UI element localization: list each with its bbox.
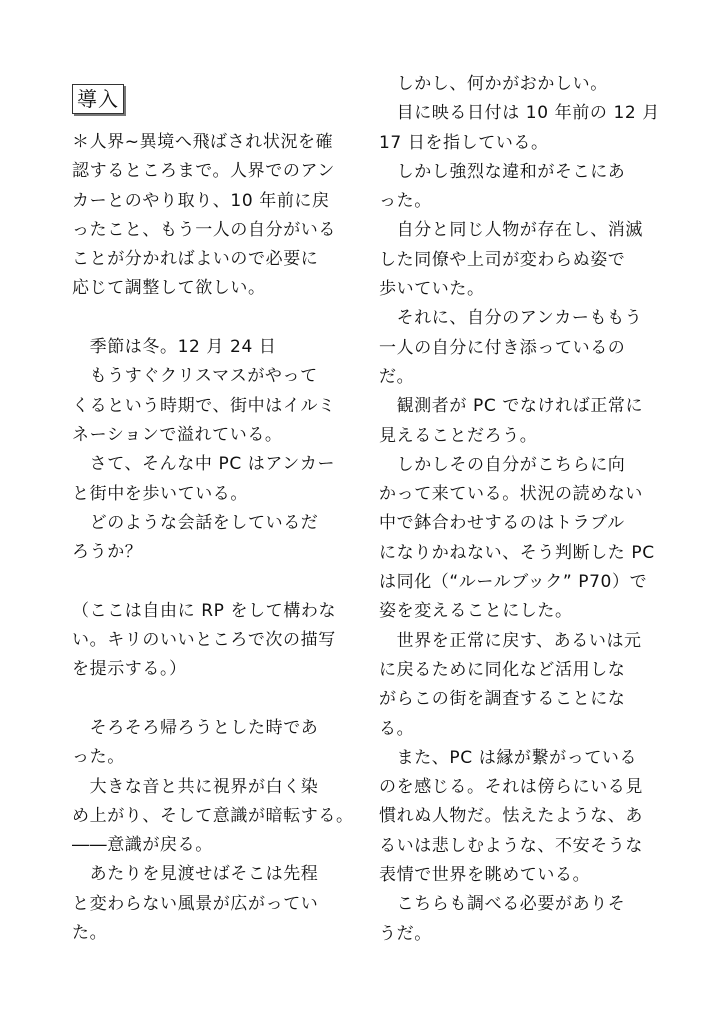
- text-line: 季節は冬。12 月 24 日: [72, 337, 277, 358]
- text-line: め上がり、そして意識が暗転する。: [72, 805, 354, 826]
- text-line: もうすぐクリスマスがやって: [72, 366, 318, 387]
- text-line: 自分と同じ人物が存在し、消滅: [379, 220, 643, 241]
- section-heading: 導入: [72, 84, 124, 114]
- text-line: は同化（“ルールブック” P70）で: [379, 572, 648, 593]
- text-line: ことが分かればよいので必要に: [72, 249, 319, 270]
- text-line: また、PC は縁が繋がっている: [379, 747, 638, 768]
- text-line: った。: [379, 191, 432, 212]
- right-body-text: [379, 70, 669, 949]
- text-line: カーとのやり取り、10 年前に戻: [72, 190, 330, 211]
- text-line: だ。: [379, 366, 415, 387]
- text-line: [72, 567, 362, 596]
- text-line: に戻るために同化など活用しな: [379, 659, 626, 680]
- text-line: ――意識が戻る。: [72, 835, 213, 856]
- text-line: 見えることだろう。: [379, 425, 538, 446]
- text-line: になりかねない、そう判断した PC: [379, 542, 655, 563]
- text-line: どのような会話をしているだ: [72, 512, 319, 533]
- text-line: かって来ている。状況の読めない: [379, 484, 643, 505]
- text-line: [72, 304, 362, 333]
- text-line: ったこと、もう一人の自分がいる: [72, 219, 336, 240]
- right-column: [379, 70, 669, 949]
- text-line: 中で鉢合わせするのはトラブル: [379, 513, 625, 534]
- text-line: 17 日を指している。: [379, 132, 549, 153]
- text-line: こちらも調べる必要がありそ: [379, 894, 626, 915]
- text-line: 歩いていた。: [379, 279, 485, 300]
- text-line: 一人の自分に付き添っているの: [379, 337, 626, 358]
- text-line: さて、そんな中 PC はアンカー: [72, 454, 336, 475]
- text-line: を提示する。）: [72, 659, 187, 680]
- text-line: と変わらない風景が広がってい: [72, 893, 319, 914]
- text-line: しかし、何かがおかしい。: [379, 74, 608, 94]
- text-line: しかしその自分がこちらに向: [379, 454, 626, 475]
- text-line: と街中を歩いている。: [72, 483, 248, 504]
- left-column: [72, 70, 362, 948]
- text-line: ネーションで溢れている。: [72, 424, 283, 445]
- text-line: ろうか？: [72, 542, 143, 563]
- text-line: ＊人界~異境へ飛ばされ状況を確: [72, 132, 334, 152]
- text-line: [72, 685, 362, 714]
- text-line: しかし強烈な違和がそこにあ: [379, 161, 626, 182]
- text-line: あたりを見渡せばそこは先程: [72, 864, 319, 885]
- text-line: った。: [72, 747, 125, 768]
- text-line: それに、自分のアンカーももう: [379, 308, 643, 329]
- text-line: うだ。: [379, 923, 432, 944]
- text-line: 姿を変えることにした。: [379, 601, 573, 622]
- text-line: 応じて調整して欲しい。: [72, 278, 266, 299]
- text-line: （ここは自由に RP をして構わな: [72, 600, 337, 621]
- text-line: る。: [379, 718, 415, 739]
- text-line: 慣れぬ人物だ。怯えたような、あ: [379, 806, 643, 827]
- text-line: い。キリのいいところで次の描写: [72, 630, 336, 651]
- text-line: くるという時期で、街中はイルミ: [72, 395, 336, 416]
- text-line: そろそろ帰ろうとした時であ: [72, 717, 319, 738]
- text-line: 表情で世界を眺めている。: [379, 865, 591, 886]
- text-line: 目に映る日付は 10 年前の 12 月: [379, 103, 660, 124]
- text-line: した同僚や上司が変わらぬ姿で: [379, 249, 626, 270]
- text-line: るいは悲しむような、不安そうな: [379, 835, 643, 856]
- heading-wrap: [72, 70, 362, 128]
- text-line: 認するところまで。人界でのアン: [72, 161, 335, 182]
- text-line: 大きな音と共に視界が白く染: [72, 776, 319, 797]
- text-line: のを感じる。それは傍らにいる見: [379, 777, 643, 798]
- text-line: 観測者が PC でなければ正常に: [379, 396, 644, 417]
- text-line: た。: [72, 923, 108, 944]
- text-line: 世界を正常に戻す、あるいは元: [379, 630, 642, 651]
- text-line: がらこの街を調査することにな: [379, 689, 626, 710]
- left-body-text: [72, 128, 362, 948]
